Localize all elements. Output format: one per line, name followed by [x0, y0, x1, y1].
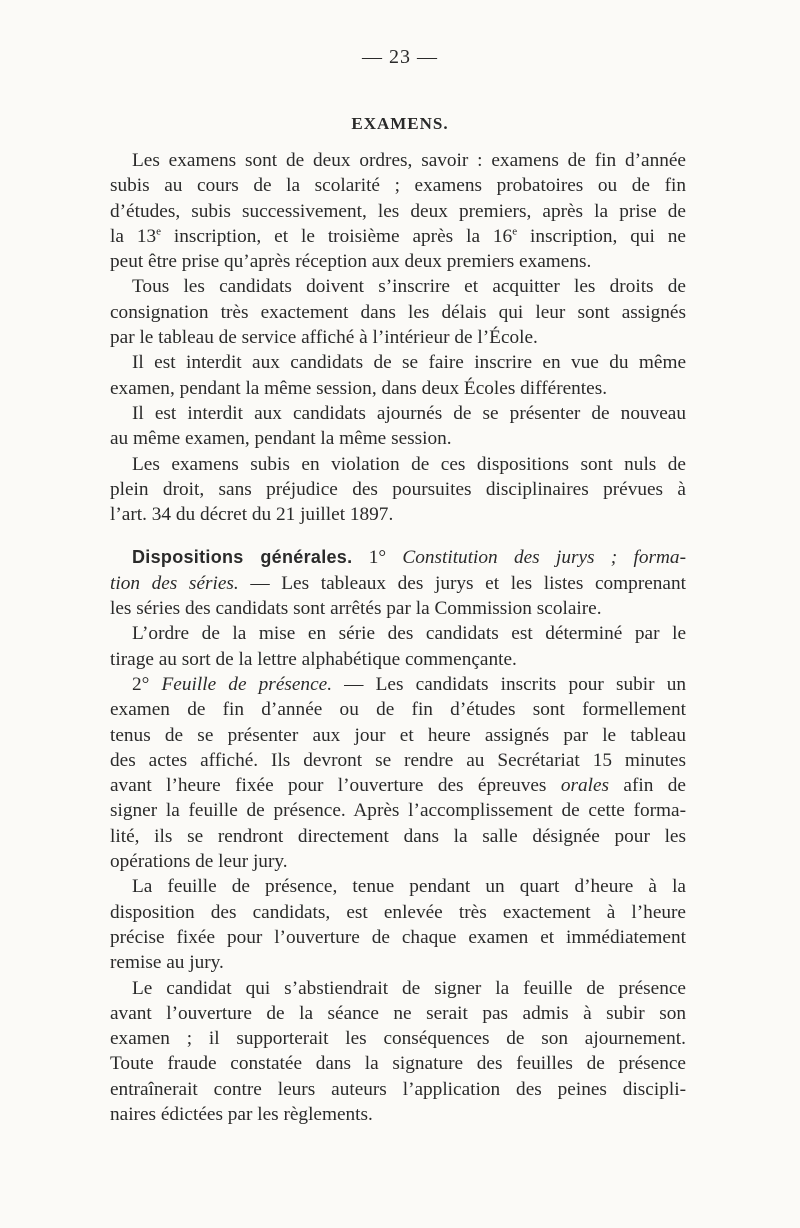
- text-fragment: — Les candidats inscrits pour subir un: [332, 673, 687, 695]
- text-line: [110, 773, 686, 798]
- text-fragment: afin de: [609, 775, 686, 797]
- subsection-heading: Dispositions générales.: [132, 547, 353, 568]
- text-fragment: 2°: [132, 673, 162, 695]
- section-title: EXAMENS.: [351, 114, 449, 133]
- text-fragment: avant l’heure fixée pour l’ouverture des épreuves: [110, 775, 561, 797]
- text-line: signer la feuille de présence. Après l’accomplissement de cette forma-: [110, 800, 686, 822]
- text-line: consignation très exactement dans les délais qui leur sont assignés: [110, 301, 686, 323]
- paragraph-5: [110, 452, 686, 528]
- paragraph-2: [110, 274, 686, 350]
- text-line: [110, 672, 686, 697]
- body-text: [110, 148, 686, 1127]
- text-fragment: inscription, qui ne: [517, 225, 686, 247]
- text-line: précise fixée pour l’ouverture de chaque examen et immédiatement: [110, 926, 686, 948]
- text-line: peut être prise qu’après réception aux deux premiers examens.: [110, 251, 592, 273]
- text-line: remise au jury.: [110, 952, 224, 974]
- paragraph-6: [110, 545, 686, 621]
- text-line: au même examen, pendant la même session.: [110, 428, 452, 450]
- text-line: tirage au sort de la lettre alphabétique commençante.: [110, 648, 517, 670]
- text-line: Toute fraude constatée dans la signature des feuilles de présence: [110, 1053, 686, 1075]
- text-line: Il est interdit aux candidats ajournés de se présenter de nouveau: [132, 402, 686, 424]
- text-line: L’ordre de la mise en série des candidats est déterminé par le: [132, 623, 686, 645]
- text-line: [110, 571, 686, 596]
- paragraph-4: [110, 401, 686, 452]
- text-line: l’art. 34 du décret du 21 juillet 1897.: [110, 504, 394, 526]
- text-fragment: inscription, et le troisième après la 16: [161, 225, 513, 247]
- text-line: [110, 545, 686, 570]
- text-line: entraînerait contre leurs auteurs l’application des peines discipli-: [110, 1078, 686, 1100]
- paragraph-1: [110, 148, 686, 274]
- superscript: e: [156, 225, 162, 238]
- paragraph-7: [110, 621, 686, 672]
- text-line: plein droit, sans préjudice des poursuites disciplinaires prévues à: [110, 478, 686, 500]
- text-line: Il est interdit aux candidats de se faire inscrire en vue du même: [132, 352, 686, 374]
- paragraph-gap: [110, 527, 686, 545]
- paragraph-10: [110, 976, 686, 1128]
- text-line: Le candidat qui s’abstiendrait de signer la feuille de présence: [132, 977, 686, 999]
- text-line: tenus de se présenter aux jour et heure assignés par le tableau: [110, 724, 686, 746]
- text-fragment: — Les tableaux des jurys et les listes comprenant: [238, 572, 686, 594]
- superscript: e: [512, 225, 518, 238]
- paragraph-3: [110, 350, 686, 401]
- paragraph-9: [110, 874, 686, 975]
- italic-heading: tion des séries.: [110, 572, 239, 594]
- text-line: examen ; il supporterait les conséquences de son ajournement.: [110, 1028, 686, 1050]
- text-line: Les examens subis en violation de ces dispositions sont nuls de: [132, 453, 686, 475]
- text-line: des actes affiché. Ils devront se rendre au Secrétariat 15 minutes: [110, 749, 686, 771]
- paragraph-8: [110, 672, 686, 874]
- text-fragment: 1°: [352, 547, 403, 569]
- italic-word: orales: [560, 775, 610, 797]
- text-line: La feuille de présence, tenue pendant un quart d’heure à la: [132, 876, 686, 898]
- text-line: d’études, subis successivement, les deux premiers, après la prise de: [110, 200, 686, 222]
- text-line: Tous les candidats doivent s’inscrire et acquitter les droits de: [132, 276, 686, 298]
- text-line: lité, ils se rendront directement dans la salle désignée pour les: [110, 825, 686, 847]
- italic-heading: Constitution des jurys ; forma-: [402, 547, 686, 569]
- text-line: [110, 224, 686, 249]
- text-line: opérations de leur jury.: [110, 851, 288, 873]
- text-line: examen, pendant la même session, dans deux Écoles différentes.: [110, 377, 608, 399]
- text-line: les séries des candidats sont arrêtés par la Commission scolaire.: [110, 598, 602, 620]
- text-line: naires édictées par les règlements.: [110, 1103, 373, 1125]
- italic-heading: Feuille de présence.: [161, 673, 333, 695]
- text-fragment: la 13: [110, 225, 157, 247]
- text-line: Les examens sont de deux ordres, savoir : examens de fin d’année: [132, 150, 686, 171]
- text-line: subis au cours de la scolarité ; examens probatoires ou de fin: [110, 175, 686, 197]
- text-line: par le tableau de service affiché à l’intérieur de l’École.: [110, 327, 538, 349]
- text-line: avant l’ouverture de la séance ne serait pas admis à subir son: [110, 1002, 686, 1024]
- page-number: — 23 —: [362, 46, 438, 68]
- text-line: examen de fin d’année ou de fin d’études sont formellement: [110, 699, 686, 721]
- text-line: disposition des candidats, est enlevée très exactement à l’heure: [110, 901, 686, 923]
